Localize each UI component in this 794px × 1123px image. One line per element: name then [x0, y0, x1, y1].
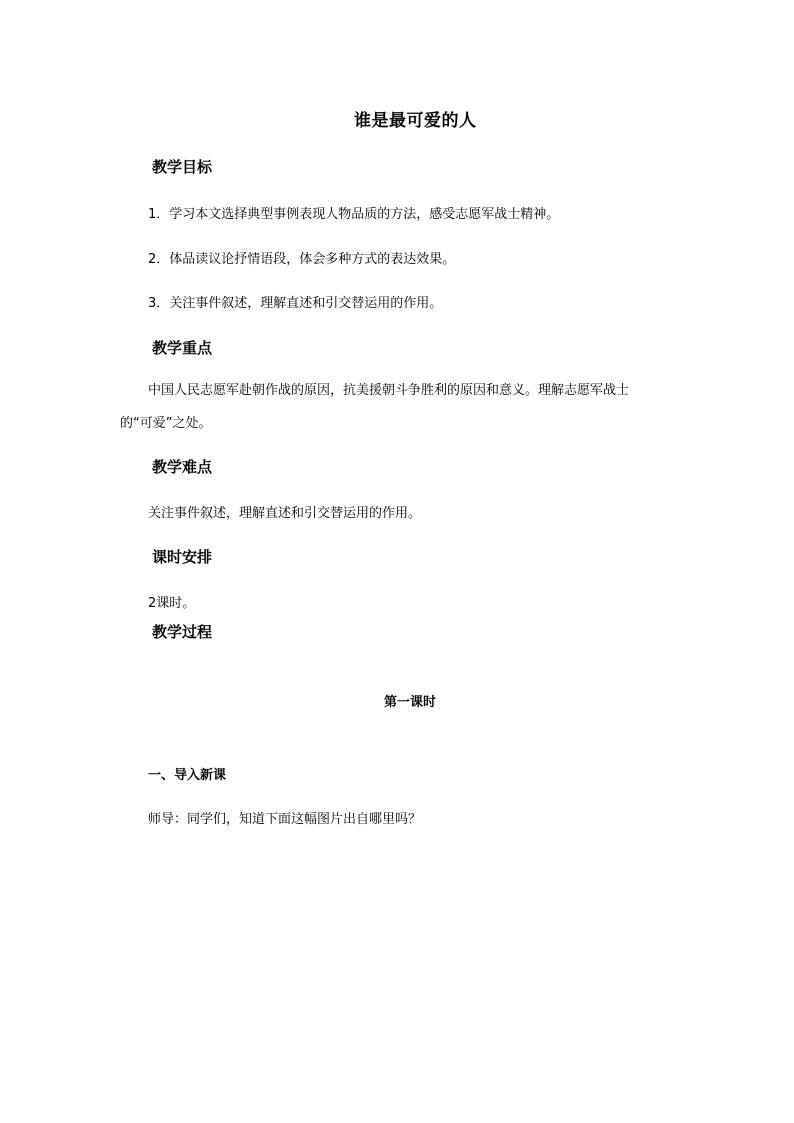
lesson-title: 第一课时: [384, 695, 437, 710]
objective-item-2: 2．体品读议论抒情语段，体会多种方式的表达效果。: [148, 252, 456, 267]
key-points-line-1: 中国人民志愿军赴朝作战的原因，抗美援朝斗争胜利的原因和意义。理解志愿军战士: [148, 383, 630, 398]
key-points-heading: 教学重点: [152, 339, 213, 357]
key-points-line-2: 的“可爱”之处。: [120, 416, 212, 431]
schedule-text: 2课时。: [148, 596, 196, 611]
schedule-heading: 课时安排: [152, 548, 213, 566]
document-title: 谁是最可爱的人: [354, 111, 477, 131]
difficulties-heading: 教学难点: [152, 458, 213, 476]
objective-item-1: 1．学习本文选择典型事例表现人物品质的方法，感受志愿军战士精神。: [148, 207, 560, 222]
difficulties-text: 关注事件叙述，理解直述和引交替运用的作用。: [148, 506, 422, 521]
part1-text: 师导：同学们，知道下面这幅图片出自哪里吗？: [148, 812, 422, 827]
objective-item-3: 3．关注事件叙述，理解直述和引交替运用的作用。: [148, 296, 443, 311]
key-points-paragraph: [120, 374, 629, 440]
objectives-heading: 教学目标: [152, 158, 213, 176]
part1-heading: 一、导入新课: [148, 768, 227, 783]
process-heading: 教学过程: [152, 623, 213, 641]
